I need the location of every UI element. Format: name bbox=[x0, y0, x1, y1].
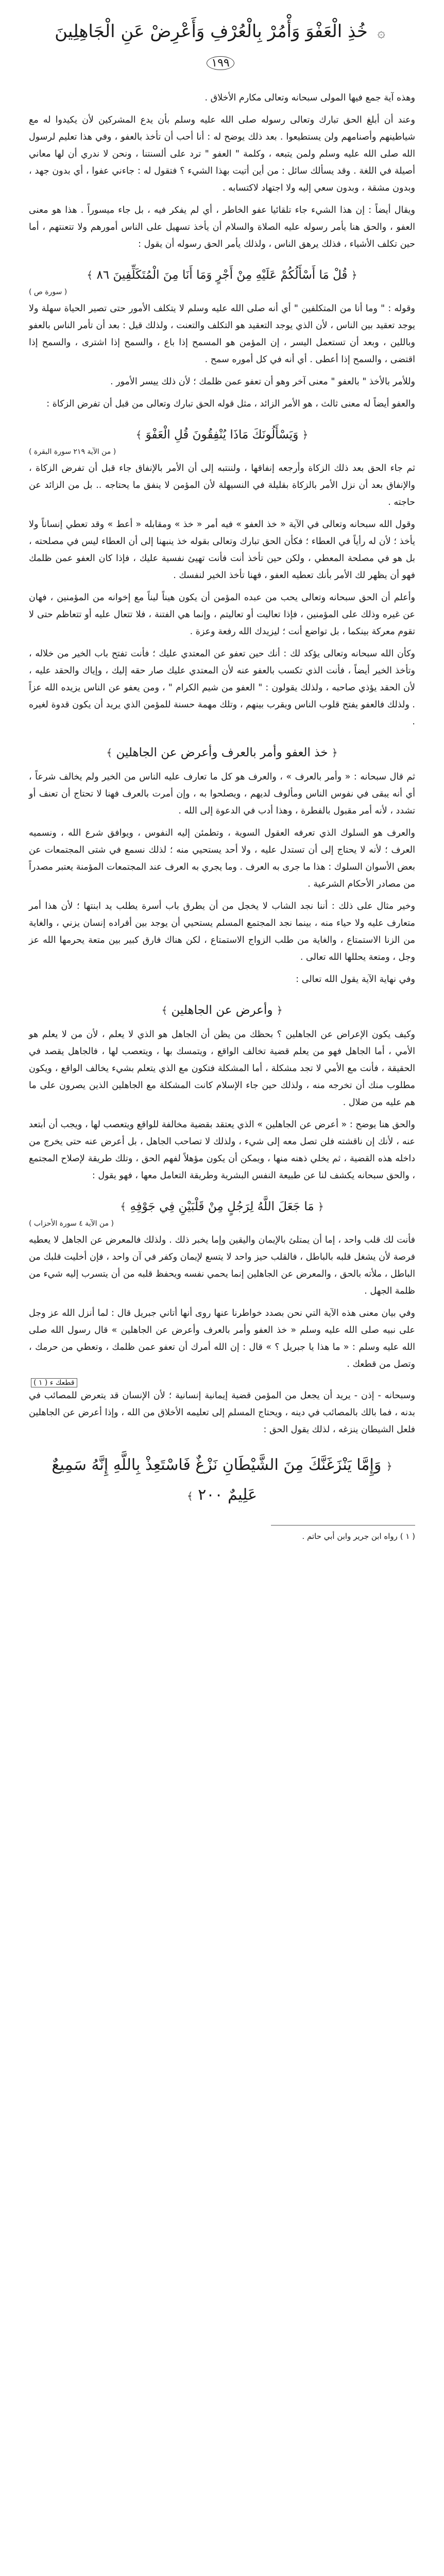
quran-verse-block bbox=[29, 421, 415, 449]
heading-verse-text: خُذِ الْعَفْوَ وَأْمُرْ بِالْعُرْفِ وَأَعْرِضْ عَنِ الْجَاهِلِينَ bbox=[55, 21, 368, 42]
paragraph: وأعلم أن الحق سبحانه وتعالى يحب من عبده المؤمن أن يكون هيناً ليناً مع إخوانه من المؤمنين ، فهان عن غيره وذلك على المؤمنين ، فإذا تعاليت أو تعاليتم ، وإنما هي الفتنة ، فلا تتعال عليه أو تتعاظم حتى لا تقوم معركة بينكما ، بل تواضع أنت ؛ ليزيدك الله رفعة وعزة . bbox=[29, 592, 415, 637]
paragraph: وللأمر بالأخذ " بالعفو " معنى آخر وهو أن تعفو عمن ظلمك ؛ لأن ذلك ييسر الأمور . bbox=[110, 377, 415, 387]
quran-verse-text: وأعرض عن الجاهلين bbox=[171, 1004, 273, 1017]
paragraph: وفي نهاية الآية يقول الله تعالى : bbox=[296, 974, 415, 985]
quran-verse-text: وَيَسْأَلُونَكَ مَاذَا يُنْفِقُونَ قُلِ الْعَفْوَ bbox=[145, 428, 299, 442]
ornament-icon: ﴿ bbox=[302, 429, 309, 441]
quran-verse-block bbox=[29, 996, 415, 1024]
ornament-icon: ﴾ bbox=[120, 1200, 127, 1213]
paragraph: وهذه آية جمع فيها المولى سبحانه وتعالى مكارم الأخلاق . bbox=[204, 93, 415, 103]
quran-verse-text: خذ العفو وأمر بالعرف وأعرض عن الجاهلين bbox=[116, 746, 328, 759]
paragraph: وعند أن أبلغ الحق تبارك وتعالى رسوله صلى الله عليه وسلم بأن يدع المشركين لأن يكيدوا له مع شياطينهم وأصنامهم ولن يستطيعوا . بعد ذلك يوضح له : أنا أحب أن تأخذ بالعفو ، وفي هذا تعليم لرسول الله صلى الله عليه وسلم ولمن يتبعه ، وكلمة " العفو " ترد على ألسنتنا ، ونحن لا ندري أن لها معاني أصيلة في اللغة . وقد يسألك سائل : من أين أتيت بهذا الشيء ؟ فتقول له : جاءني عفوا ، أي بدون جهد ، وبدون مشقة ، وبدون سعي إليه ولا اجتهاد لاكتسابه . bbox=[29, 115, 415, 193]
ornament-icon: ﴾ bbox=[106, 747, 113, 759]
quran-verse-text: قُلْ مَا أَسْأَلُكُمْ عَلَيْهِ مِنْ أَجْرٍ وَمَا أَنَا مِنَ الْمُتَكَلِّفِينَ bbox=[113, 268, 348, 282]
quran-verse-text: مَا جَعَلَ اللَّهُ لِرَجُلٍ مِنْ قَلْبَيْنِ فِي جَوْفِهِ bbox=[130, 1200, 314, 1213]
paragraph: وقوله : " وما أنا من المتكلفين " أي أنه صلى الله عليه وسلم لا يتكلف الأمور حتى تصير الحياة سهلة ولا يوجد تعقيد بين الناس ، لأن الذي يوجد التعقيد هو التكلف والتعنت ، ولذلك قيل : بعد أن تأمر الناس بالعفو وباللين ، وبعد أن تستعمل اليسر ، إن المؤمن هو المسمح إذا باع ، والسمح إذا اشترى ، والسمح إذا اقتضى ، والسمح إذا أعطى . أي أنه في كل أموره سمح . bbox=[29, 303, 415, 365]
quran-verse-block bbox=[29, 1193, 415, 1221]
ornament-icon: ﴿ bbox=[386, 1460, 392, 1472]
heading-verse-number: ١٩٩ bbox=[207, 56, 234, 70]
quran-verse-block bbox=[29, 739, 415, 767]
ornament-icon: ﴾ bbox=[186, 1490, 193, 1502]
ornament-icon: ﴾ bbox=[161, 1004, 168, 1016]
paragraph: ثم قال سبحانه : « وأمر بالعرف » ، والعرف هو كل ما تعارف عليه الناس من الخير ولم يخالف شرعاً ، أي أنه يبقى في نفوس الناس ومألوف لديهم ، ويصلحوا به ، وإن أمرت بالعرف فهنا لا تحتاج أن تعنف أو تشدد ، لأنه أمر مقبول بالفطرة ، وهذا أدب في الدعوة إلى الله . bbox=[29, 772, 415, 816]
paragraph: وقول الله سبحانه وتعالى في الآية « خذ العفو » فيه أمر « خذ » ومقابله « أعط » وقد تعطي إنساناً ولا يأخذ ؛ لأن له رأياً في العطاء ؛ فكأن الحق تبارك وتعالى بقوله خذ ينبهنا إلى أن العطاء ليس في مصلحته ، بل هو في مصلحة المعطي ، ولكن حين تأخذ أنت فأنت تهيئ نفسية عليك ، فإذا كان العفو عمن ظلمك فهو أن يظهر لك الأمر بأنك تعطيه العفو ، فهنا تأخذ الخير لنفسك . bbox=[29, 519, 415, 581]
paragraph: وكيف يكون الإعراض عن الجاهلين ؟ بحظك من يظن أن الجاهل هو الذي لا يعلم ، لأن من لا يعلم هو الأمي ، أما الجاهل فهو من يعلم قضية تخالف الواقع ، ويتمسك بها ، ويتعصب لها ، فالجاهل يقصد في الحقيقة ، فأنت مع الأمي لا تجد مشكلة ، أما المشكلة فتكون مع الذي يتعلم بشيء يخالف الواقع ، ويكون مطلوب منك أن تخرجه منه ، ولذلك حين جاء الإسلام كانت المشكلة مع الجاهلين الذين يصرون على ما هم عليه من ضلال . bbox=[29, 1029, 415, 1108]
paragraph: والعفو أيضاً له معنى ثالث ، هو الأمر الزائد ، مثل قوله الحق تبارك وتعالى من قبل أن تفرض الزكاة : bbox=[46, 399, 415, 409]
paragraph: وخير مثال على ذلك : أننا نجد الشاب لا يخجل من أن يطرق باب أسرة يطلب يد ابنتها ؛ لأن هذا أمر متعارف عليه ولا حياء منه ، بينما نجد المجتمع المسلم يستحيي أن يوجد بين أفراده إنسان يزني ، والغاية من الزنا الاستمتاع ، والغاية من طلب الزواج الاستمتاع ، لكن هناك فارق كبير بين متعة يحرمها الله عز وجل ، ومتعة يحللها الله تعالى . bbox=[29, 901, 415, 962]
ornament-icon: ﴿ bbox=[317, 1200, 324, 1213]
page-marker-label: قطعك ء ( ١ ) bbox=[31, 1378, 77, 1387]
verse-reference: ( سورة ص ) bbox=[29, 288, 67, 296]
quran-verse-number: ٢٠٠ bbox=[198, 1486, 223, 1504]
ornament-icon: ۞ bbox=[377, 25, 385, 41]
footnote: ( ١ ) رواه ابن جرير وابن أبي حاتم . bbox=[302, 1532, 415, 1541]
quran-verse-block bbox=[29, 261, 415, 289]
ornament-icon: ﴾ bbox=[135, 429, 142, 441]
verse-reference: ( من الآية ٢١٩ سورة البقرة ) bbox=[29, 448, 116, 456]
ornament-icon: ﴿ bbox=[351, 269, 357, 281]
page-marker bbox=[29, 1378, 415, 1387]
ornament-icon: ﴿ bbox=[276, 1004, 283, 1016]
paragraph: والحق هنا يوضح : « أعرض عن الجاهلين » الذي يعتقد بقضية مخالفة للواقع ويتعصب لها ، ويجب أن أبتعد عنه ، لأنك إن ناقشته فلن تصل معه إلى شيء ، ولذلك لا تصاحب الجاهل ، بل أعرض عنه حتى يخرج من داخله هذه القضية ، ثم يخلي ذهنه منها ، ويمكن أن يكون مؤهلاً لفهم الحق ، وتلك طريقة لإصلاح المجتمع ، والحق سبحانه يكشف لنا عن طبيعة النفس البشرية وطريقة التعامل معها ، فهو يقول : bbox=[29, 1120, 415, 1181]
paragraph: وكأن الله سبحانه وتعالى يؤكد لك : أنك حين تعفو عن المعتدي عليك ؛ فأنت تفتح باب الخير من خلاله ، وتأخذ الخير أيضاً ، فأنت الذي تكسب بالعفو عنه لأن المعتدي عليك صار حقه إليك ، وإياك والحقد عليه ، لأن الحقد يؤذي صاحبه ، ولذلك يقولون : " العفو من شيم الكرام " ، ومن يعفو عن الناس يزيده الله عزاً . ولذلك فالعفو يفتح قلوب الناس ويقرب بينهم ، وتلك مهمة حسنة للمؤمن الذي يريد أن يكون قدوة لغيره . bbox=[29, 649, 415, 727]
verse-reference: ( من الآية ٤ سورة الأحزاب ) bbox=[29, 1219, 114, 1228]
paragraph: وفي بيان معنى هذه الآية التي نحن بصدد خواطرنا عنها روى أنها أتاني جبريل قال : لما أنزل الله عز وجل على نبيه صلى الله عليه وسلم « خذ العفو وأمر بالعرف وأعرض عن الجاهلين » قال رسول الله صلى الله عليه وسلم : « ما هذا يا جبريل ؟ » قال : إن الله أمرك أن تعفو عمن ظلمك ، وتعطي من حرمك ، وتصل من قطعك . bbox=[29, 1308, 415, 1369]
paragraph: وسبحانه - إذن - يريد أن يجعل من المؤمن قضية إيمانية إنسانية ؛ لأن الإنسان قد يتعرض للمصائب في بدنه ، فما بالك بالمصائب في دينه ، ويحتاج المسلم إلى تعليمه الأخلاق من الله ، وإذا أعرض عن الجاهلين فلعل الشيطان ينزغه ، لذلك يقول الحق : bbox=[29, 1391, 415, 1435]
paragraph: ويقال أيضاً : إن هذا الشيء جاء تلقائيا عفو الخاطر ، أي لم يفكر فيه ، بل جاء ميسوراً . هذا هو معنى العفو ، والحق هنا يأمر رسوله عليه الصلاة والسلام أن يأخذ تسهيل على الناس أمورهم ولا تتعنتهم ، أما حين تكلف الأشياء ، فذلك يرهق الناس ، ولذلك يأمر الحق رسوله أن يقول : bbox=[29, 205, 415, 249]
quran-verse-number: ٨٦ bbox=[96, 268, 110, 282]
paragraph: فأنت لك قلب واحد ، إما أن يمتلئ بالإيمان واليقين وإما يخبر ذلك . ولذلك فالمعرض عن الجاهل لا يعطيه فرصة لأن يشغل قلبه بالباطل ، فالقلب حيز واحد لا يتسع لإيمان وكفر في آن واحد ، فإن أخليت قلبك من الباطل ، ملأته بالحق ، والمعرض عن الجاهلين إنما يحمي نفسه ويحفظ قلبه من أن يتسرب إليه شيء من ظلمة الجهل . bbox=[29, 1235, 415, 1296]
paragraph: والعرف هو السلوك الذي تعرفه العقول السوية ، وتطمئن إليه النفوس ، ويوافق شرع الله ، ونسميه العرف ؛ لأنه لا يحتاج إلى أن تستدل عليه ، ولا أحد يستحيي منه ؛ لذلك نسمع في شتى المجتمعات عن بعض الأسوان السلوك : هذا ما جرى به العرف . وما يجري به العرف عند المجتمعات المؤمنة يعتبر مصدراً من مصادر الأحكام الشرعية . bbox=[29, 828, 415, 889]
paragraph: ثم جاء الحق بعد ذلك الزكاة وأرجعه إنفاقها ، ولننتبه إلى أن الأمر بالإنفاق جاء قبل أن تفرض الزكاة ، والإنفاق بعد أن نزل الأمر بالزكاة بقليلة في النسيهلة لأن المؤمن لا ينفق ما يحتاجه .. بل من الزائد عن حاجته . bbox=[29, 463, 415, 507]
ornament-icon: ﴾ bbox=[87, 269, 93, 281]
footnote-divider bbox=[271, 1525, 415, 1526]
ornament-icon: ﴿ bbox=[331, 747, 338, 759]
quran-verse-text: وَإِمَّا يَنْزَغَنَّكَ مِنَ الشَّيْطَانِ نَزْغٌ فَاسْتَعِذْ بِاللَّهِ إِنَّهُ سَمِيعٌ عَلِيمٌ bbox=[52, 1456, 382, 1504]
chapter-heading-verse bbox=[49, 18, 395, 77]
quran-verse-block bbox=[44, 1448, 400, 1514]
